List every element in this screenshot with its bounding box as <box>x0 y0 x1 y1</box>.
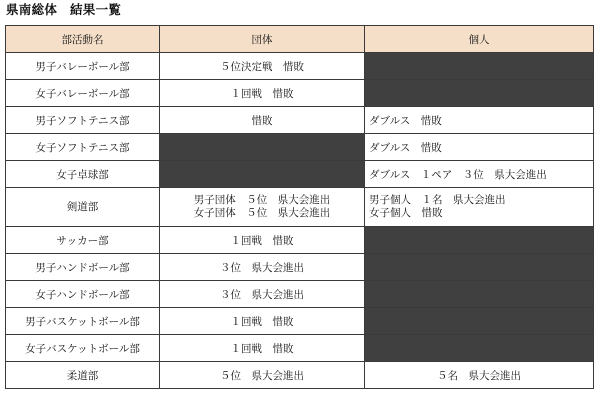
club-name: 男子ソフトテニス部 <box>6 107 160 134</box>
results-table <box>5 25 594 389</box>
individual-result: 男子個人 １名 県大会進出 女子個人 惜敗 <box>365 188 594 227</box>
table-row <box>6 254 594 281</box>
table-row <box>6 80 594 107</box>
individual-result-empty <box>365 335 594 362</box>
club-name: 女子卓球部 <box>6 161 160 188</box>
club-name: 男子ハンドボール部 <box>6 254 160 281</box>
individual-result: ５名 県大会進出 <box>365 362 594 389</box>
team-result: １回戦 惜敗 <box>160 335 365 362</box>
club-name: 女子ソフトテニス部 <box>6 134 160 161</box>
table-row <box>6 308 594 335</box>
team-result: １回戦 惜敗 <box>160 80 365 107</box>
table-row <box>6 134 594 161</box>
individual-result-empty <box>365 80 594 107</box>
individual-result: ダブルス 惜敗 <box>365 134 594 161</box>
table-row <box>6 188 594 227</box>
table-row <box>6 281 594 308</box>
club-name: 女子バスケットボール部 <box>6 335 160 362</box>
team-result: １回戦 惜敗 <box>160 308 365 335</box>
team-result: ５位 県大会進出 <box>160 362 365 389</box>
club-name: サッカー部 <box>6 227 160 254</box>
individual-result-empty <box>365 254 594 281</box>
club-name: 女子ハンドボール部 <box>6 281 160 308</box>
club-name: 男子バレーボール部 <box>6 53 160 80</box>
club-name: 柔道部 <box>6 362 160 389</box>
individual-result-empty <box>365 308 594 335</box>
team-result: 男子団体 ５位 県大会進出 女子団体 ５位 県大会進出 <box>160 188 365 227</box>
club-name: 女子バレーボール部 <box>6 80 160 107</box>
table-row <box>6 335 594 362</box>
team-result: ３位 県大会進出 <box>160 281 365 308</box>
header-individual: 個人 <box>365 26 594 53</box>
team-result-empty <box>160 161 365 188</box>
individual-result-empty <box>365 53 594 80</box>
team-result: ３位 県大会進出 <box>160 254 365 281</box>
team-result-empty <box>160 134 365 161</box>
individual-result-empty <box>365 281 594 308</box>
table-row <box>6 227 594 254</box>
header-club: 部活動名 <box>6 26 160 53</box>
table-row <box>6 161 594 188</box>
individual-result: ダブルス １ペア ３位 県大会進出 <box>365 161 594 188</box>
individual-result: ダブルス 惜敗 <box>365 107 594 134</box>
table-row <box>6 53 594 80</box>
table-row <box>6 362 594 389</box>
page-title: 県南総体 結果一覧 <box>6 2 122 17</box>
club-name: 男子バスケットボール部 <box>6 308 160 335</box>
header-team: 団体 <box>160 26 365 53</box>
team-result: １回戦 惜敗 <box>160 227 365 254</box>
header-row <box>6 26 594 53</box>
club-name: 剣道部 <box>6 188 160 227</box>
table-row <box>6 107 594 134</box>
individual-result-empty <box>365 227 594 254</box>
team-result: ５位決定戦 惜敗 <box>160 53 365 80</box>
team-result: 惜敗 <box>160 107 365 134</box>
